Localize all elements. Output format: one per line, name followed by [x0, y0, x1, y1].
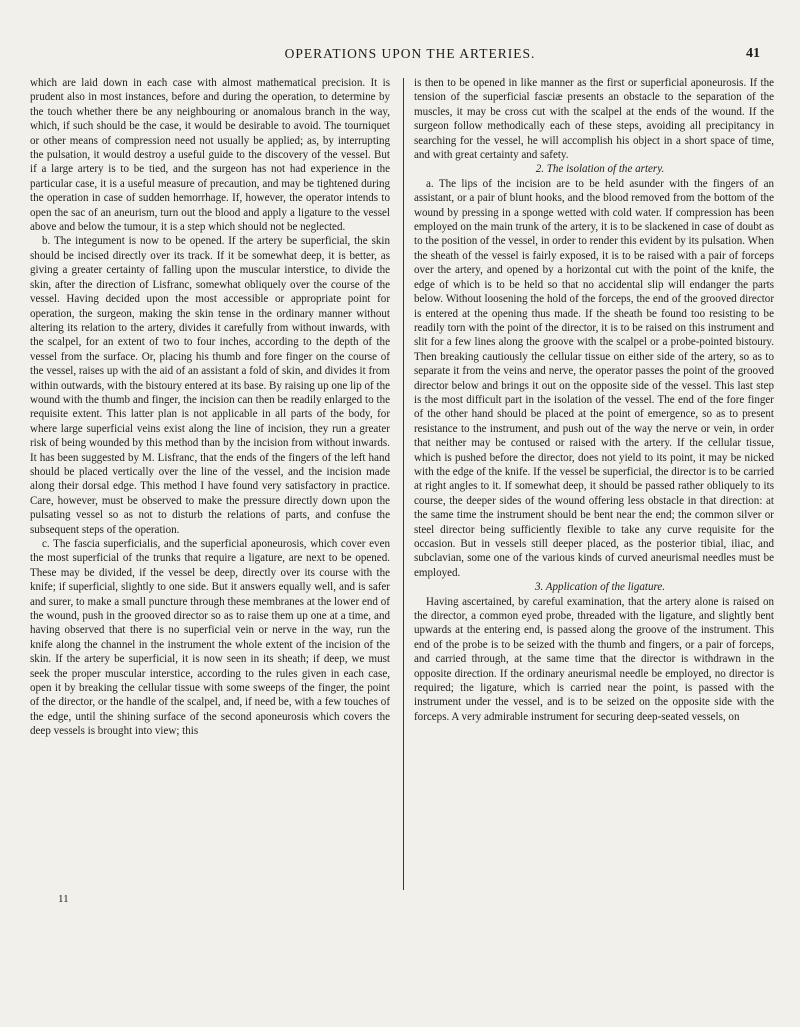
right-paragraph-3: Having ascertained, by careful examination, that the artery alone is raised on the director, a common eyed probe, threaded with the ligature, and slightly bent upwards at the entering end, is passed along the groove of the instrument. This end of the probe is to be seized with the thumb and fingers, or a pair of forceps, and carried through, at the same time that the director is withdrawn in the opposite direction. If the ordinary aneurismal needle be employed, no director is required; the ligature, which is carried near the point, is passed with the instrument under the vessel, and is to be seized on the opposite side with the forceps. A very admirable instrument for securing deep-seated vessels, on — [414, 595, 774, 723]
left-paragraph-3: c. The fascia superficialis, and the superficial aponeurosis, which cover even the most superficial of the trunks that require a ligature, are next to be opened. These may be divided, if the vessel be deep, directly over its course with the knife; if superficial, slightly to one side. But it answers equally well, and is safer and surer, to make a small puncture through these membranes at the lower end of the wound, push in the grooved director so as to raise them up one at a time, and having observed that there is no superficial vein or nerve in the way, run the knife along the channel in the instrument the whole extent of the incision of the skin. If the artery be superficial, it is now seen in its sheath; if deep, we must seek the proper muscular interstice, according to the rules given in each case, open it by breaking the cellular tissue with some sweeps of the finger, the point of the director, or the handle of the scalpel, and, if need be, with a few touches of the edge, until the shining surface of the second aponeurosis which covers the deep vessels is brought into view; this — [30, 538, 390, 738]
left-paragraph-2: b. The integument is now to be opened. If the artery be superficial, the skin should be incised directly over its track. If it be somewhat deep, it is better, as giving a greater certainty of falling upon the muscular interstice, to divide the skin, after the direction of Lisfranc, somewhat obliquely over the course of the vessel. Having decided upon the most accessible or appropriate point for operation, the surgeon, making the skin tense in the ordinary manner without altering its relation to the artery, divides it carefully from without inwards, with the scalpel, for an extent of two to four inches, according to the depth of the vessel from the surface. Or, placing his thumb and fore finger on the course of the vessel, raises up with the aid of an assistant a fold of skin, and divides it from within outwards, with the bistoury entered at its base. By raising up one lip of the wound with the thumb and finger, the incision can then be readily enlarged to the requisite extent. This latter plan is not applicable in all parts of the body, for where large superficial veins exist along the line of incision, they run a greater risk of being wounded by this method than by the incision from without inwards. It has been suggested by M. Lisfranc, that the ends of the fingers of the left hand should be placed vertically over the line of the vessel, and the incision made along their dorsal edge. This method I have found very satisfactory in practice. Care, however, must be observed to make the pressure directly down upon the pulsating vessel so as not to disturb the relations of parts, and confuse the subsequent steps of the operation. — [30, 235, 390, 536]
left-column — [30, 76, 390, 739]
right-paragraph-2: a. The lips of the incision are to be held asunder with the fingers of an assistant, or a pair of blunt hooks, and the blood removed from the bottom of the wound by pressing in a sponge wetted with cold water. If compression has been employed on the main trunk of the artery, it is to be slackened in case of doubt as to the position of the vessel, in order to render this evident by its pulsation. When the sheath of the vessel is fairly exposed, it is to be raised with a pair of forceps over the artery, and opened by a horizontal cut with the point of the knife, the edge of which is to be held so that no accidental slip will endanger the parts below. Without loosening the hold of the forceps, the end of the grooved director is entered at the opening thus made. If the sheath be found too resisting to be readily torn with the point of the director, it is to be raised on this instrument and slit for a few lines along the groove with the scalpel or a probe-pointed bistoury. Then breaking cautiously the cellular tissue on either side of the artery, so as to separate it from the veins and nerve, the operator passes the point of the grooved director below and brings it out on the opposite side of the vessel. This last step is the most difficult part in the isolation of the vessel. The end of the fore finger of the other hand should be placed at the point of emergence, so as to present resistance to the instrument, and push out of the way the nerve or vein, in order that neither may be contused or raised with the artery. If the cellular tissue, which is pushed before the director, does not yield to its point, it may be nicked with the edge of the knife. If the vessel be superficial, the director is to be carried at right angles to it. If somewhat deep, it should be passed rather obliquely to its course, the deeper sides of the wound offering less obstacle in that direction: at the same time the instrument should be bent near the end; the common silver or steel director being sufficiently flexible to take any curve requisite for the occasion. But in vessels still deeper placed, as the posterior tibial, iliac, and subclavian, some one of the various kinds of curved aneurismal needles must be employed. — [414, 177, 774, 579]
right-paragraph-1: is then to be opened in like manner as the first or superficial aponeurosis. If the tension of the superficial fasciæ presents an obstacle to the separation of the muscles, it may be cross cut with the scalpel at the ends of the wound. If the surgeon follow methodically each of these steps, avoiding all precipitancy in searching for the vessel, he will accomplish his object in a short space of time, and with great certainty and safety. — [414, 77, 774, 162]
running-head: OPERATIONS UPON THE ARTERIES. — [284, 46, 536, 61]
signature-mark: 11 — [58, 893, 69, 905]
page-number: 41 — [746, 46, 760, 61]
left-paragraph-1: which are laid down in each case with almost mathematical precision. It is prudent also in most instances, before and during the operation, to determine by the touch whether there be any neighbouring or anomalous branch in the way, which, if such should be the case, it would be desirable to avoid. The tourniquet or other means of compression need not usually be applied; as, by interrupting the pulsation, it would destroy a useful guide to the discovery of the vessel. But if a large artery is to be tied, and the surgeon has not had experience in the particular case, it is a useful measure of precaution, and may be tightened during the operation in case of sudden hemorrhage. If, however, the operator intends to open the sac of an aneurism, turn out the blood and apply a ligature to the vessel above and below the tumour, it is a step which should not be neglected. — [30, 77, 390, 234]
column-divider — [403, 78, 404, 890]
section-heading-isolation: 2. The isolation of the artery. — [535, 163, 665, 176]
section-heading-ligature: 3. Application of the ligature. — [534, 581, 666, 594]
right-column — [414, 76, 774, 724]
